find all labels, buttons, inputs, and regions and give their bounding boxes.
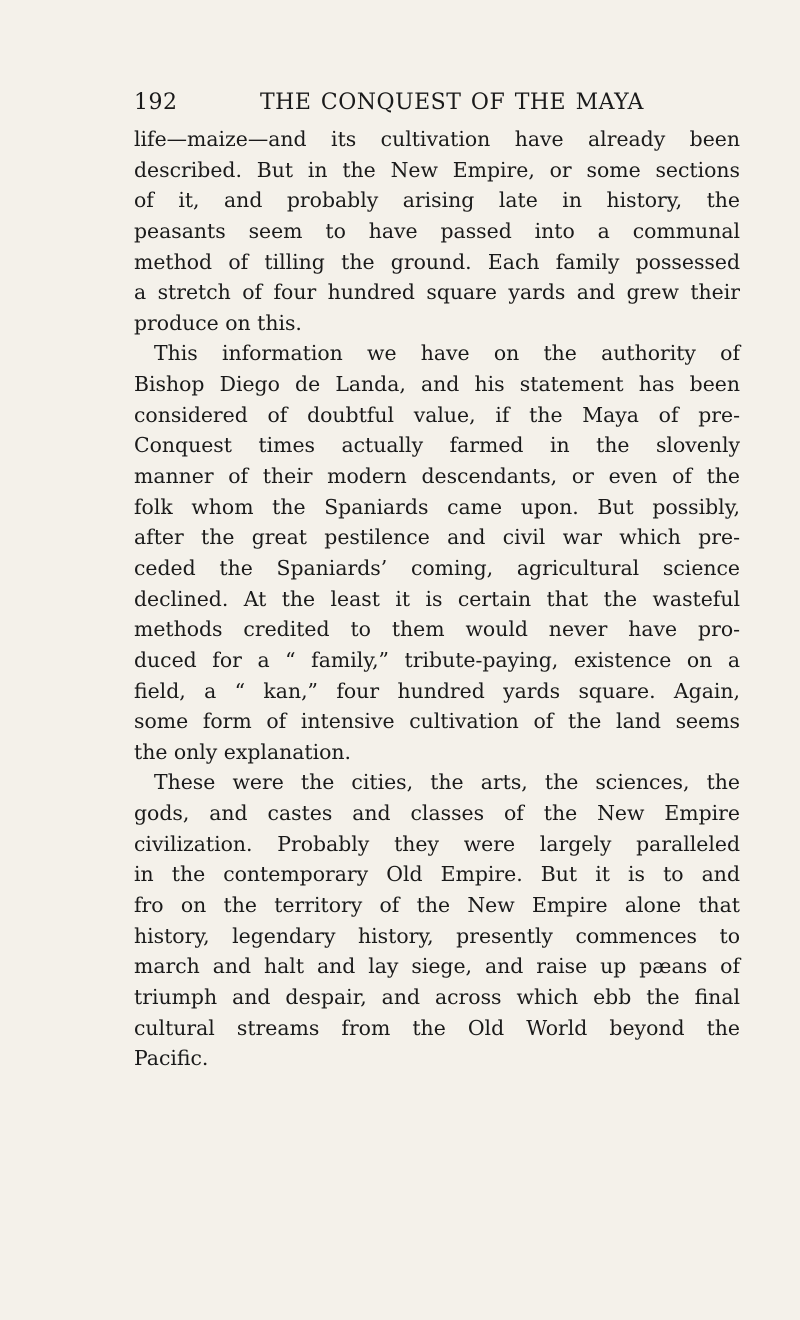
text-line: after the great pestilence and civil war which pre- xyxy=(134,525,740,550)
text-line: produce on this. xyxy=(134,310,302,335)
text-line: duced for a “ family,” tribute-paying, existence on a xyxy=(134,647,740,672)
text-line: fro on the territory of the New Empire alone that xyxy=(134,893,740,918)
text-line: considered of doubtful value, if the Maya of pre- xyxy=(134,402,740,427)
text-line: gods, and castes and classes of the New Empire xyxy=(134,801,740,826)
page-number: 192 xyxy=(134,90,178,115)
text-line: the only explanation. xyxy=(134,739,351,764)
text-line: declined. At the least it is certain that the wasteful xyxy=(134,586,740,611)
text-line: method of tilling the ground. Each family possessed xyxy=(134,249,740,274)
text-line: methods credited to them would never have pro- xyxy=(134,617,740,642)
text-line: cultural streams from the Old World beyond the xyxy=(134,1015,740,1040)
text-line: Conquest times actually farmed in the slovenly xyxy=(134,433,740,458)
text-line: a stretch of four hundred square yards and grew their xyxy=(134,280,740,305)
text-line: Pacific. xyxy=(134,1046,209,1071)
text-line: history, legendary history, presently commences to xyxy=(134,923,740,948)
text-line: life—maize—and its cultivation have already been xyxy=(134,127,740,151)
text-line: Bishop Diego de Landa, and his statement has been xyxy=(134,372,740,397)
body-text xyxy=(134,124,740,1074)
text-line: civilization. Probably they were largely paralleled xyxy=(134,831,740,856)
text-line: described. But in the New Empire, or some sections xyxy=(134,157,740,182)
text-line: manner of their modern descendants, or even of the xyxy=(134,464,740,489)
text-line: in the contemporary Old Empire. But it is to and xyxy=(134,862,740,887)
text-line: ceded the Spaniards’ coming, agricultural science xyxy=(134,555,740,580)
running-title: THE CONQUEST OF THE MAYA xyxy=(260,90,644,115)
text-line: These were the cities, the arts, the sciences, the xyxy=(154,770,740,795)
text-line: folk whom the Spaniards came upon. But possibly, xyxy=(134,494,740,519)
text-line: march and halt and lay siege, and raise up pæans of xyxy=(134,954,740,979)
text-line: some form of intensive cultivation of the land seems xyxy=(134,709,740,734)
text-line: of it, and probably arising late in history, the xyxy=(134,188,740,213)
text-line: triumph and despair, and across which ebb the final xyxy=(134,984,740,1009)
text-line: peasants seem to have passed into a communal xyxy=(134,218,740,243)
text-line: This information we have on the authority of xyxy=(154,341,740,366)
running-header xyxy=(134,90,740,120)
text-line: field, a “ kan,” four hundred yards square. Again, xyxy=(134,678,740,703)
